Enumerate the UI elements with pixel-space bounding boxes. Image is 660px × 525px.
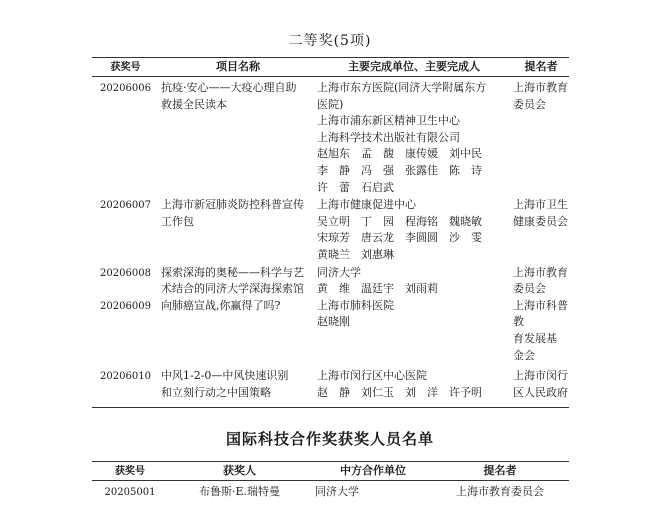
nominator: 上海市教育 委员会 bbox=[513, 81, 568, 111]
header-person: 获奖人 bbox=[223, 464, 256, 477]
nominator: 上海市教育 委员会 bbox=[513, 265, 568, 296]
units-and-people: 上海市肺科医院 赵晓刚 bbox=[317, 298, 394, 329]
units-and-people: 同济大学 黄 维 温廷宇 刘雨莉 bbox=[317, 265, 438, 296]
award-number: 20205001 bbox=[104, 487, 156, 498]
award-number: 20206007 bbox=[100, 200, 151, 212]
table-row bbox=[92, 481, 569, 502]
award-number: 20206009 bbox=[100, 300, 151, 312]
header-project: 项目名称 bbox=[216, 60, 260, 73]
project-name: 上海市新冠肺炎防控科普宣传 工作包 bbox=[161, 198, 304, 228]
table-bottom-rule bbox=[92, 407, 569, 408]
second-prize-title: 二等奖(5项) bbox=[288, 33, 372, 49]
international-award-table bbox=[92, 461, 569, 502]
table-header bbox=[92, 58, 569, 76]
units-and-people: 上海市闵行区中心医院 赵 静 刘仁玉 刘 洋 许予明 bbox=[317, 369, 482, 399]
table-row bbox=[92, 298, 569, 364]
partner-unit: 同济大学 bbox=[315, 485, 359, 498]
header-unit: 中方合作单位 bbox=[340, 464, 406, 477]
table-header bbox=[92, 462, 569, 480]
header-units: 主要完成单位、主要完成人 bbox=[348, 60, 480, 73]
second-prize-table bbox=[92, 57, 569, 408]
nominator: 上海市闵行 区人民政府 bbox=[513, 369, 568, 399]
table-row bbox=[92, 196, 569, 263]
table-row bbox=[92, 364, 569, 407]
nominator: 上海市卫生 健康委员会 bbox=[513, 198, 568, 228]
table-row bbox=[92, 77, 569, 196]
nominator: 上海市科普教 育发展基 金会 bbox=[513, 298, 568, 362]
project-name: 向肺癌宣战,你赢得了吗? bbox=[161, 298, 281, 312]
table-row bbox=[92, 264, 569, 298]
header-nominator: 提名者 bbox=[524, 60, 558, 73]
international-award-title: 国际科技合作奖获奖人员名单 bbox=[225, 430, 434, 448]
project-name: 探索深海的奥秘——科学与艺 术结合的同济大学深海探索馆 bbox=[161, 265, 304, 296]
header-nominator: 提名者 bbox=[483, 464, 517, 477]
nominator: 上海市教育委员会 bbox=[456, 485, 544, 498]
award-number: 20206010 bbox=[100, 371, 151, 383]
project-name: 中风1-2-0—中风快速识别 和立刻行动之中国策略 bbox=[161, 369, 289, 399]
units-and-people: 上海市健康促进中心 吴立明 丁 园 程海铭 魏晓敏 宋琼芳 唐云龙 李圆圆 沙 雯 黄晓兰 刘惠琳 bbox=[317, 198, 482, 261]
award-number: 20206008 bbox=[100, 267, 151, 279]
units-and-people: 上海市东方医院(同济大学附属东方 医院) 上海市浦东新区精神卫生中心 上海科学技术出版社有限公司 赵旭东 孟 馥 康传媛 刘中民 李 静 冯 强 张露佳 陈 诗 许 蕾 石启武 bbox=[317, 81, 487, 194]
project-name: 抗疫·安心——大疫心理自助 救援全民读本 bbox=[161, 81, 297, 111]
header-number: 获奖号 bbox=[110, 62, 141, 73]
awardee: 布鲁斯·E.瑞特曼 bbox=[198, 485, 281, 498]
header-number: 获奖号 bbox=[115, 466, 145, 477]
award-number: 20206006 bbox=[100, 83, 151, 94]
